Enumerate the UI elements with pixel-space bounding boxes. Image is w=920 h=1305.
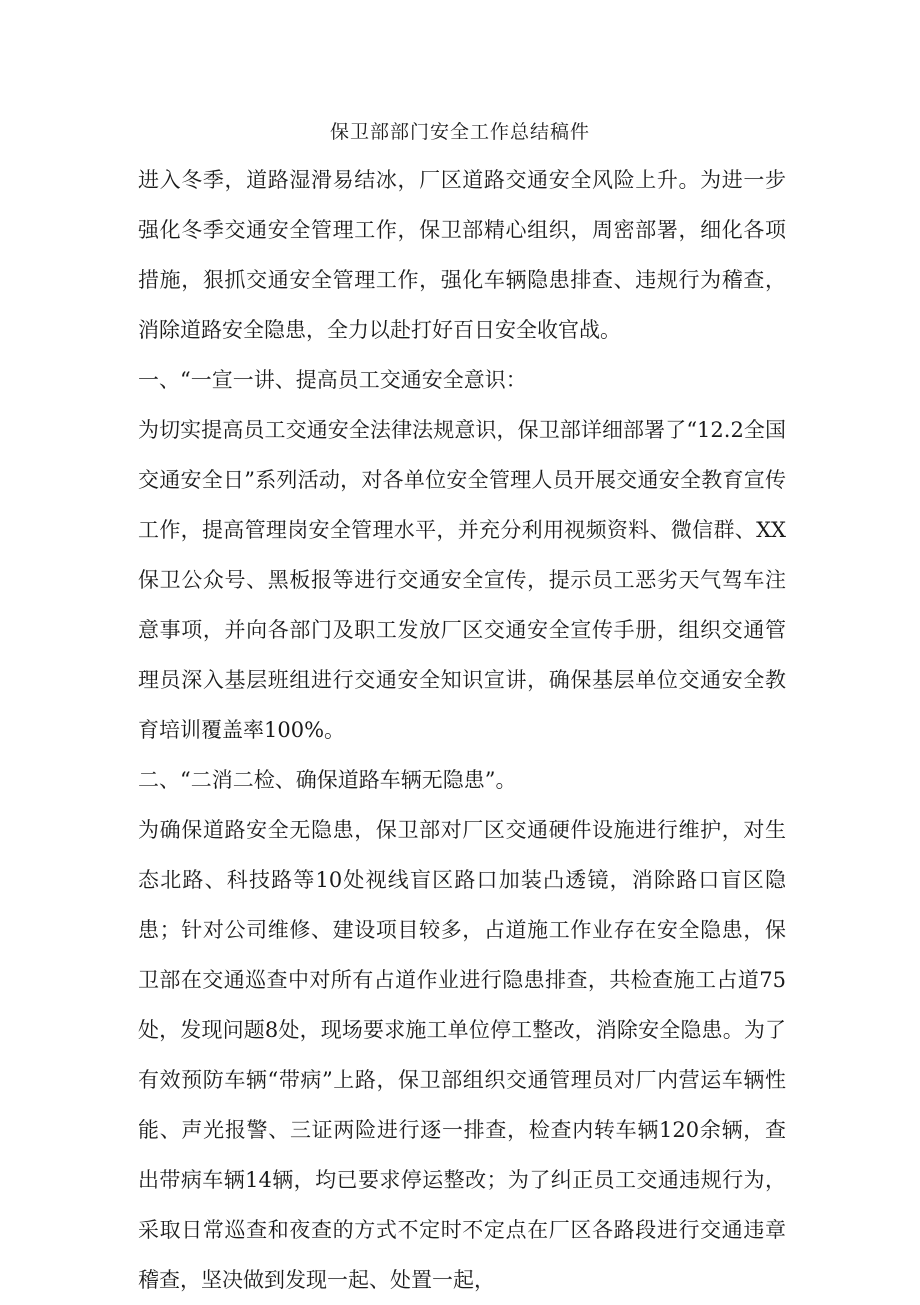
- section-heading-1: 一、“一宣一讲、提高员工交通安全意识：: [138, 368, 527, 392]
- section-1-paragraph: 为切实提高员工交通安全法律法规意识，保卫部详细部署了“12.2全国交通安全日”系列活动，对各单位安全管理人员开展交通安全教育宣传工作，提高管理岗安全管理水平，并充分利用视频资料、微信群、XX保卫公众号、黑板报等进行交通安全宣传，提示员工恶劣天气驾车注意事项，并向各部门及职工发放厂区交通安全宣传手册，组织交通管理员深入基层班组进行交通安全知识宣讲，确保基层单位交通安全教育培训覆盖率100%。: [138, 418, 786, 742]
- section-2-paragraph: 为确保道路安全无隐患，保卫部对厂区交通硬件设施进行维护，对生态北路、科技路等10处视线盲区路口加装凸透镜，消除路口盲区隐患；针对公司维修、建设项目较多，占道施工作业存在安全隐患，保卫部在交通巡查中对所有占道作业进行隐患排查，共检查施工占道75处，发现问题8处，现场要求施工单位停工整改，消除安全隐患。为了有效预防车辆“带病”上路，保卫部组织交通管理员对厂内营运车辆性能、声光报警、三证两险进行逐一排查，检查内转车辆120余辆，查出带病车辆14辆，均已要求停运整改；为了纠正员工交通违规行为，采取日常巡查和夜查的方式不定时不定点在厂区各路段进行交通违章稽查，坚决做到发现一起、处置一起，: [138, 818, 786, 1292]
- document-body: [138, 155, 786, 1305]
- section-heading-2: 二、“二消二检、确保道路车辆无隐患”。: [138, 768, 517, 792]
- intro-paragraph: 进入冬季，道路湿滑易结冰，厂区道路交通安全风险上升。为进一步强化冬季交通安全管理工作，保卫部精心组织，周密部署，细化各项措施，狠抓交通安全管理工作，强化车辆隐患排查、违规行为稽查，消除道路安全隐患，全力以赴打好百日安全收官战。: [138, 168, 786, 342]
- document-title: 保卫部部门安全工作总结稿件: [329, 121, 590, 143]
